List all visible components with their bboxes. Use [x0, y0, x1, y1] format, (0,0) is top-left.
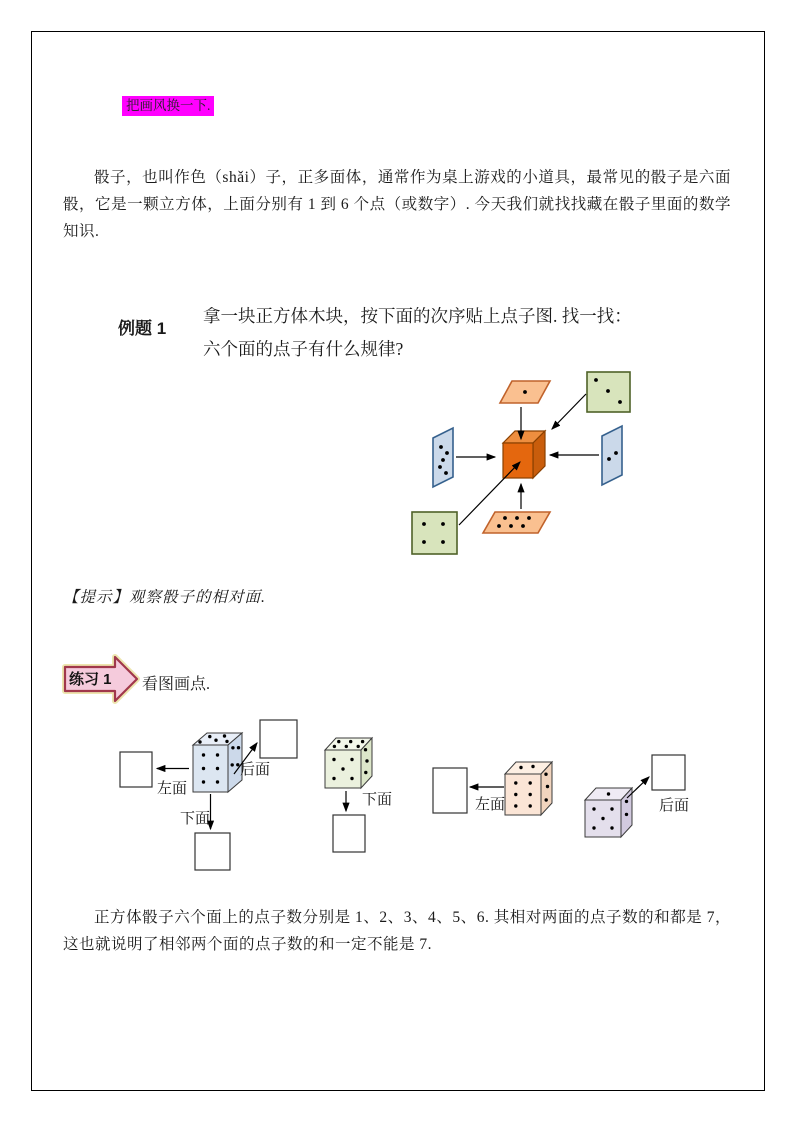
label-left-face-1: 左面 — [157, 781, 188, 797]
label-back-face-1: 后面 — [240, 762, 271, 778]
example-diagram — [400, 365, 700, 575]
face-right-2 — [602, 426, 622, 485]
answer-box-back-face-1 — [260, 720, 297, 758]
face-top-1 — [500, 381, 550, 403]
intro-paragraph: 骰子，也叫作色（shǎi）子，正多面体，通常作为桌上游戏的小道具，最常见的骰子是六面骰，它是一颗立方体，上面分别有 1 到 6 个点（或数字）. 今天我们就找找藏在骰子里面的数学知识. — [63, 169, 731, 240]
hint-text: 【提示】观察骰子的相对面. — [63, 589, 266, 606]
example-1-question-line1: 拿一块正方体木块，按下面的次序贴上点子图. 找一找： — [203, 306, 632, 326]
practice-die-2 — [325, 738, 372, 788]
practice-figures — [100, 710, 700, 885]
label-left-face-3: 左面 — [475, 797, 506, 813]
example-1-question — [203, 300, 673, 366]
conclusion-paragraph: 正方体骰子六个面上的点子数分别是 1、2、3、4、5、6. 其相对两面的点子数的和都是 7，这也就说明了相邻两个面的点子数的和一定不能是 7. — [63, 909, 731, 953]
badge-label: 练习 1 — [69, 671, 112, 688]
face-bottomleft-4 — [412, 512, 457, 554]
practice-die-1 — [193, 733, 242, 792]
example-1-label: 例题 1 — [118, 319, 167, 338]
arrow-topright-to-cube — [552, 394, 586, 429]
practice-die-3 — [505, 762, 552, 815]
answer-box-bottom-face-1 — [195, 833, 230, 870]
label-bottom-face-2: 下面 — [362, 792, 393, 808]
face-topright-3 — [587, 372, 630, 412]
answer-box-left-face-3 — [433, 768, 467, 813]
practice-1-badge — [62, 654, 142, 704]
highlighted-note: 把画风换一下. — [122, 96, 214, 116]
practice-instruction: 看图画点. — [142, 676, 211, 693]
label-bottom-face-1: 下面 — [180, 811, 211, 827]
answer-box-bottom-face-2 — [333, 815, 365, 852]
label-back-face-4: 后面 — [659, 798, 690, 814]
answer-box-back-face-4 — [652, 755, 685, 790]
answer-box-left-face-1 — [120, 752, 152, 787]
example-1-question-line2: 六个面的点子有什么规律? — [203, 339, 404, 359]
center-cube — [503, 431, 545, 478]
practice-die-4 — [585, 788, 632, 837]
face-left-5 — [433, 428, 453, 487]
face-bottom-6 — [483, 512, 550, 533]
